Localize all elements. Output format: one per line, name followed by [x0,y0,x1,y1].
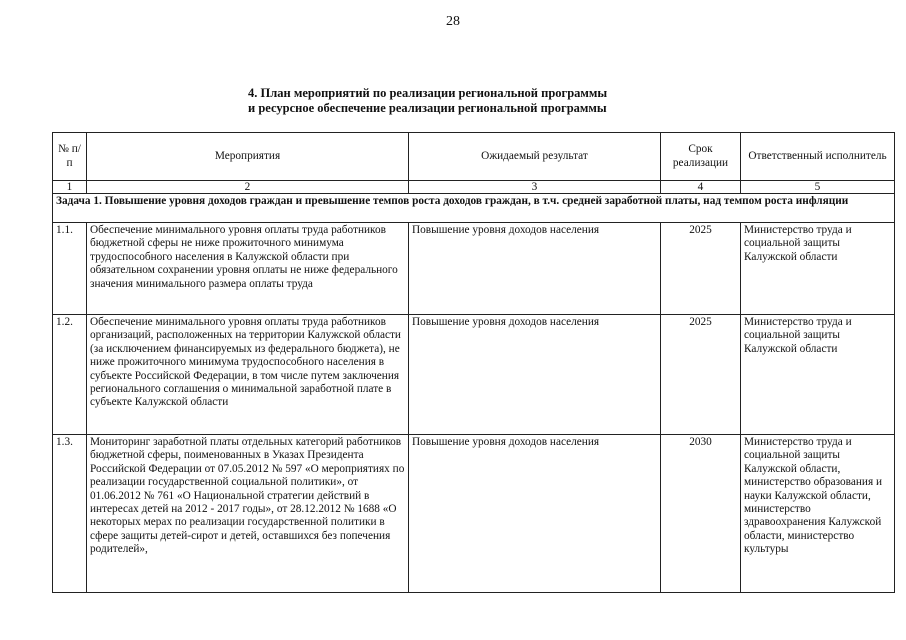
table-row [53,435,895,593]
header-num: № п/п [53,133,87,181]
task-row [53,194,895,223]
responsible-cell: Министерство труда и социальной защиты Калужской области [741,315,895,435]
row-number: 1.1. [53,223,87,315]
term-cell: 2025 [661,315,741,435]
result-cell: Повышение уровня доходов населения [409,223,661,315]
table-header-row [53,133,895,181]
header-responsible: Ответственный исполнитель [741,133,895,181]
column-number: 1 [53,181,87,194]
column-number: 3 [409,181,661,194]
responsible-cell: Министерство труда и социальной защиты Калужской области [741,223,895,315]
term-cell: 2025 [661,223,741,315]
result-cell: Повышение уровня доходов населения [409,315,661,435]
measure-cell: Мониторинг заработной платы отдельных категорий работников бюджетной сферы, поименованных в Указах Президента Российской Федерации от 07.05.2012 № 597 «О мероприятиях по реализации государственной социальной политики», от 01.06.2012 № 761 «О Национальной стратегии действий в интересах детей на 2012 - 2017 годы», от 28.12.2012 № 1688 «О некоторых мерах по реализации государственной политики в сфере защиты детей-сирот и детей, оставшихся без попечения родителей», [87,435,409,593]
heading-line-2: и ресурсное обеспечение реализации региональной программы [248,101,607,115]
table-row [53,315,895,435]
measure-cell: Обеспечение минимального уровня оплаты труда работников бюджетной сферы не ниже прожиточного минимума трудоспособного населения в Калужской области при обязательном сохранении уровня оплаты не ниже федерального значения минимального размера оплаты труда [87,223,409,315]
row-number: 1.3. [53,435,87,593]
result-cell: Повышение уровня доходов населения [409,435,661,593]
column-number: 4 [661,181,741,194]
column-number: 5 [741,181,895,194]
heading-line-1: 4. План мероприятий по реализации региональной программы [248,86,608,100]
row-number: 1.2. [53,315,87,435]
table-row [53,223,895,315]
task-title: Задача 1. Повышение уровня доходов граждан и превышение темпов роста доходов граждан, в т.ч. средней заработной платы, над темпом роста инфляции [53,194,895,223]
header-term: Срок реализации [661,133,741,181]
term-cell: 2030 [661,435,741,593]
header-measures: Мероприятия [87,133,409,181]
action-plan-table [52,132,895,593]
column-number-row [53,181,895,194]
responsible-cell: Министерство труда и социальной защиты Калужской области, министерство образования и науки Калужской области, министерство здравоохранения Калужской области, министерство культуры [741,435,895,593]
header-result: Ожидаемый результат [409,133,661,181]
measure-cell: Обеспечение минимального уровня оплаты труда работников организаций, расположенных на территории Калужской области (за исключением финансируемых из федерального бюджета), не ниже прожиточного минимума трудоспособного населения в субъекте Российской Федерации, в том числе путем заключения регионального соглашения о минимальной заработной плате в субъекте Калужской области [87,315,409,435]
page-number: 28 [446,14,460,29]
section-heading [248,86,678,116]
column-number: 2 [87,181,409,194]
